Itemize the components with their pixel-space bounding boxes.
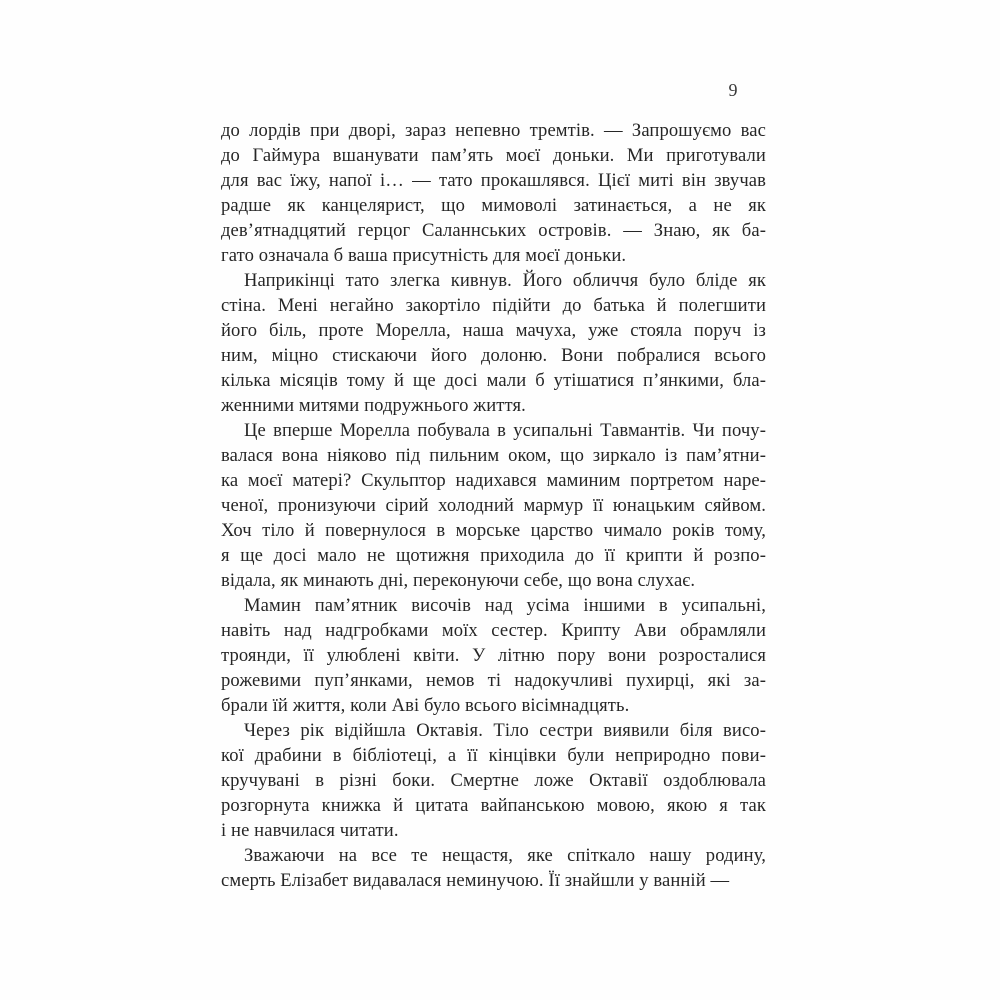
text-line: навіть над надгробками моїх сестер. Крипту Ави обрамляли (221, 620, 766, 641)
text-line: брали їй життя, коли Аві було всього вісімнадцять. (221, 695, 630, 716)
text-line: відала, як минають дні, переконуючи себе, що вона слухає. (221, 570, 696, 591)
text-line: стіна. Мені негайно закортіло підійти до батька й полегшити (221, 295, 766, 316)
text-line: Зважаючи на все те нещастя, яке спіткало нашу родину, (244, 845, 766, 866)
text-line: я ще досі мало не щотижня приходила до її крипти й розпо- (221, 545, 766, 566)
text-line: кої драбини в бібліотеці, а її кінцівки були неприродно пови- (221, 745, 766, 766)
text-line: Через рік відійшла Октавія. Тіло сестри виявили біля висо- (244, 720, 766, 741)
text-line: Це вперше Морелла побувала в усипальні Тавмантів. Чи почу- (244, 420, 766, 441)
text-line: дев’ятнадцятий герцог Саланнських островів. — Знаю, як ба- (221, 220, 766, 241)
text-line: кручувані в різні боки. Смертне ложе Октавії оздоблювала (221, 770, 766, 791)
text-line: до Гаймура вшанувати пам’ять моєї доньки. Ми приготували (221, 145, 766, 166)
text-line: до лордів при дворі, зараз непевно тремтів. — Запрошуємо вас (221, 120, 766, 141)
text-line: гато означала б ваша присутність для моєї доньки. (221, 245, 627, 266)
paragraph (221, 268, 766, 418)
text-line: для вас їжу, напої і… — тато прокашлявся. Цієї миті він звучав (221, 170, 766, 191)
paragraph (221, 593, 766, 718)
text-line: його біль, проте Морелла, наша мачуха, уже стояла поруч із (221, 320, 766, 341)
paragraph (221, 418, 766, 593)
text-line: ченої, пронизуючи сірий холодний мармур її юнацьким сяйвом. (221, 495, 766, 516)
text-line: смерть Елізабет видавалася неминучою. Її знайшли у ванній — (221, 870, 730, 891)
text-line: кілька місяців тому й ще досі мали б утішатися п’янкими, бла- (221, 370, 766, 391)
page-number: 9 (728, 80, 738, 100)
paragraph (221, 718, 766, 843)
text-line: радше як канцелярист, що мимоволі затинається, а не як (221, 195, 766, 216)
text-line: Мамин пам’ятник височів над усіма іншими в усипальні, (244, 595, 766, 616)
text-line: Наприкінці тато злегка кивнув. Його обличчя було бліде як (244, 270, 766, 291)
text-line: і не навчилася читати. (221, 820, 399, 841)
page-text-block (221, 118, 766, 893)
text-line: женними митями подружнього життя. (221, 395, 526, 416)
text-line: Хоч тіло й повернулося в морське царство чимало років тому, (221, 520, 766, 541)
paragraph (221, 843, 766, 893)
text-line: розгорнута книжка й цитата вайпанською мовою, якою я так (221, 795, 766, 816)
text-line: троянди, її улюблені квіти. У літню пору вони розросталися (221, 645, 766, 666)
text-line: валася вона ніяково під пильним оком, що зиркало із пам’ятни- (221, 445, 766, 466)
paragraph (221, 118, 766, 268)
text-line: ка моєї матері? Скульптор надихався маминим портретом наре- (221, 470, 766, 491)
text-line: рожевими пуп’янками, немов ті надокучливі пухирці, які за- (221, 670, 766, 691)
text-line: ним, міцно стискаючи його долоню. Вони побралися всього (221, 345, 766, 366)
